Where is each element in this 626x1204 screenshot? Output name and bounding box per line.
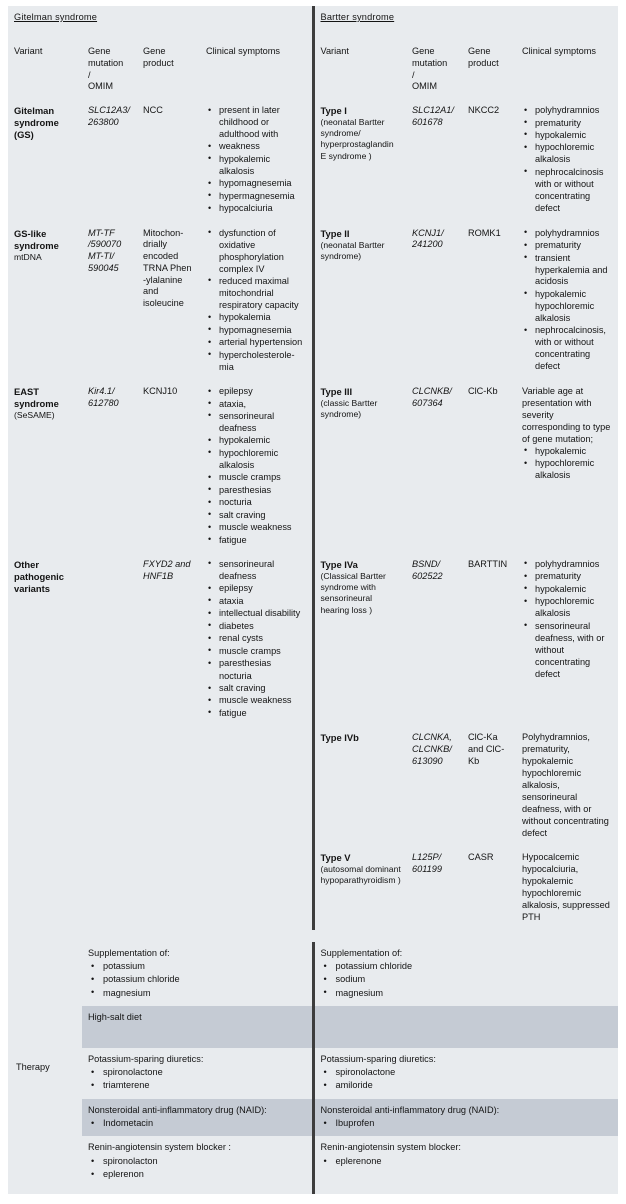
variant-name: Type V [320, 851, 351, 863]
bartter-gene-product-cell: CASR [462, 846, 516, 930]
gene-mutation-line1: Gene [412, 46, 435, 56]
list-item: • present in later childhood or adulthood with [206, 105, 307, 141]
variant-subtitle: (autosomal dominant hypoparathyroidism ) [320, 863, 401, 886]
gene-mutation-line1: Gene [88, 46, 111, 56]
list-item: • ataxia, [206, 399, 307, 411]
gene-mutation-line3: / [412, 69, 415, 80]
gitelman-gene-mutation-cell [82, 553, 137, 726]
list-item: • paresthesias [206, 658, 307, 670]
list-item: • polyhydramnios [522, 559, 613, 571]
therapy-bartter-cell [313, 1048, 618, 1099]
gitelman-bartter-comparison-table [8, 6, 618, 1194]
therapy-row [8, 1048, 618, 1099]
therapy-bartter-cell [313, 942, 618, 1006]
table-row [8, 846, 618, 930]
gitelman-symptoms-cell [200, 222, 313, 380]
bartter-symptoms-cell [516, 553, 618, 726]
symptom-list [522, 446, 613, 482]
bartter-gene-mutation-cell: CLCNKB/ 607364 [406, 380, 462, 553]
symptom-list [522, 559, 613, 681]
list-item: • eplerenon [88, 1168, 307, 1181]
symptoms-text: Polyhydramnios, prematurity, hypokalemic hypochloremic alkalosis, sensorineural deafness, with or without concentrating defect [522, 732, 609, 838]
list-item: • hypokalemia [206, 312, 307, 324]
list-item: • potassium chloride [88, 973, 307, 986]
bartter-variant-cell [313, 99, 406, 222]
variant-subtitle: (Classical Bartter syndrome with sensorineural hearing loss ) [320, 571, 386, 615]
variant-name: Type III [320, 386, 353, 398]
list-item: • ataxia [206, 596, 307, 608]
bartter-symptoms-cell [516, 846, 618, 930]
gitelman-variant-cell-empty [8, 726, 82, 846]
list-item: • dysfunction of oxidative phosphorylation complex IV [206, 228, 307, 276]
gitelman-variant-cell [8, 222, 82, 380]
list-item: • hypokalemic [206, 435, 307, 447]
therapy-gitelman-cell [82, 942, 313, 1006]
therapy-heading: Potassium-sparing diuretics: [320, 1053, 436, 1064]
list-item: • hypokalemic [522, 584, 613, 596]
list-item: • hypochloremic alkalosis [206, 448, 307, 472]
gitelman-symptoms-cell-empty [200, 726, 313, 846]
therapy-list [88, 960, 307, 999]
list-item: • sodium [321, 973, 614, 986]
therapy-section-divider [8, 930, 618, 942]
gitelman-gene-mutation-cell: Kir4.1/ 612780 [82, 380, 137, 553]
gene-mutation-line4: OMIM [412, 81, 438, 92]
bartter-gene-mutation-cell: CLCNKA, CLCNKB/ 613090 [406, 726, 462, 846]
list-item: • spironolacton [88, 1155, 307, 1168]
bartter-symptoms-cell [516, 222, 618, 380]
list-item: • transient hyperkalemia and acidosis [522, 253, 613, 289]
symptom-list [522, 228, 613, 373]
bartter-gene-product-cell: ClC-Ka and ClC-Kb [462, 726, 516, 846]
list-item: • hypokalemic hypochloremic alkalosis [522, 289, 613, 325]
gitelman-gene-product-cell: Mitochon-drially encoded TRNA Phen -ylalanine and isoleucine [137, 222, 200, 380]
gitelman-variant-cell-empty [8, 846, 82, 930]
list-item: • intellectual disability [206, 608, 307, 620]
list-item: • hypomagnesemia [206, 325, 307, 337]
symptom-list [206, 228, 307, 374]
list-item: • Ibuprofen [321, 1117, 614, 1130]
therapy-row [8, 942, 618, 1006]
gene-mutation-line4: OMIM [88, 81, 114, 92]
list-item: • hypocalciuria [206, 203, 307, 215]
col-header-bartter-variant: Variant [313, 40, 406, 99]
list-item: • hypochloremic alkalosis [522, 596, 613, 620]
variant-name: Gitelman syndrome (GS) [14, 105, 59, 141]
bartter-symptoms-cell [516, 380, 618, 553]
list-item: • eplerenone [321, 1155, 614, 1168]
therapy-list [321, 1155, 614, 1168]
gitelman-gene-product-cell: KCNJ10 [137, 380, 200, 553]
col-header-bartter-gene-mutation [406, 40, 462, 99]
therapy-row [8, 1136, 618, 1194]
gitelman-gene-product-cell-empty [137, 726, 200, 846]
gitelman-syndrome-header [8, 6, 313, 40]
list-item: • epilepsy [206, 583, 307, 595]
bartter-variant-cell [313, 553, 406, 726]
syndrome-header-row [8, 6, 618, 40]
list-item: • muscle weakness [206, 522, 307, 534]
col-header-gitelman-gene-product [137, 40, 200, 99]
gitelman-gene-mutation-cell: SLC12A3/ 263800 [82, 99, 137, 222]
gene-product-line1: Gene [468, 46, 491, 56]
list-item: • weakness [206, 141, 307, 153]
therapy-row [8, 1006, 618, 1048]
list-item: • triamterene [88, 1079, 307, 1092]
list-item: • sensorineural deafness [206, 411, 307, 435]
therapy-heading: Renin-angiotensin system blocker : [88, 1142, 231, 1153]
variant-name: EAST syndrome [14, 386, 59, 410]
therapy-heading: Supplementation of: [88, 947, 170, 958]
list-item: • sensorineural deafness, with or without concentrating defect [522, 621, 613, 681]
gene-mutation-line3: / [88, 69, 91, 80]
list-item: • muscle cramps [206, 646, 307, 658]
list-item: • Indometacin [88, 1117, 307, 1130]
list-item: • fatigue [206, 708, 307, 720]
bartter-gene-mutation-cell: L125P/ 601199 [406, 846, 462, 930]
gitelman-gene-mutation-cell: MT-TF /590070 MT-TI/ 590045 [82, 222, 137, 380]
gitelman-gene-mutation-cell-empty [82, 846, 137, 930]
therapy-heading: Potassium-sparing diuretics: [88, 1053, 204, 1064]
list-item: • diabetes [206, 621, 307, 633]
list-item: • hypokalemic alkalosis [206, 154, 307, 178]
list-item: • hypokalemic [522, 446, 613, 458]
column-header-row [8, 40, 618, 99]
symptoms-intro-text: Variable age at presentation with severity corresponding to type of gene mutation; [522, 386, 611, 444]
list-item: • salt craving [206, 683, 307, 695]
therapy-list [321, 960, 614, 999]
list-item: • prematurity [522, 571, 613, 583]
gitelman-gene-product-cell: FXYD2 and HNF1B [137, 553, 200, 726]
gitelman-symptoms-cell [200, 553, 313, 726]
therapy-list [321, 1066, 614, 1092]
col-header-gitelman-variant: Variant [8, 40, 82, 99]
gitelman-variant-cell [8, 380, 82, 553]
gitelman-gene-mutation-cell-empty [82, 726, 137, 846]
symptom-list [206, 559, 307, 720]
list-item: • renal cysts [206, 633, 307, 645]
list-item: • nephrocalcinosis, with or without concentrating defect [522, 325, 613, 373]
symptoms-text: Hypocalcemic hypocalciuria, hypokalemic hypochloremic alkalosis, suppressed PTH [522, 851, 610, 922]
variant-name: Type IVb [320, 732, 359, 744]
variant-subtitle: (SeSAME) [14, 410, 55, 421]
list-item: • nephrocalcinosis with or without concentrating defect [522, 167, 613, 215]
gene-product-line1: Gene [143, 46, 166, 56]
list-item: • amiloride [321, 1079, 614, 1092]
therapy-list [88, 1155, 307, 1181]
list-item: • spironolactone [88, 1066, 307, 1079]
list-item: • spironolactone [321, 1066, 614, 1079]
therapy-heading: Nonsteroidal anti-inflammatory drug (NAID): [88, 1104, 267, 1115]
symptom-list [206, 105, 307, 215]
bartter-gene-mutation-cell: BSND/ 602522 [406, 553, 462, 726]
list-item: • hypermagnesemia [206, 191, 307, 203]
gene-product-line2: product [468, 57, 499, 68]
therapy-row [8, 1099, 618, 1137]
variant-name: Other pathogenic variants [14, 558, 65, 595]
list-item: • arterial hypertension [206, 337, 307, 349]
list-item: • muscle cramps [206, 472, 307, 484]
bartter-variant-cell [313, 380, 406, 553]
therapy-heading: Supplementation of: [320, 947, 403, 958]
gitelman-variant-cell [8, 553, 82, 726]
list-item: • paresthesias [206, 485, 307, 497]
variant-subtitle: mtDNA [14, 251, 42, 262]
bartter-syndrome-header [313, 6, 618, 40]
list-item: • nocturia [206, 497, 307, 509]
list-item: • polyhydramnios [522, 228, 613, 240]
bartter-gene-product-cell: NKCC2 [462, 99, 516, 222]
therapy-label: Therapy [8, 942, 82, 1195]
therapy-gitelman-cell [82, 1048, 313, 1099]
gitelman-symptoms-cell [200, 380, 313, 553]
therapy-heading: High-salt diet [88, 1011, 142, 1022]
symptom-list [206, 386, 307, 546]
list-item: • reduced maximal mitochondrial respiratory capacity [206, 276, 307, 312]
table-row [8, 380, 618, 553]
gene-mutation-line2: mutation [88, 57, 124, 68]
therapy-gitelman-cell [82, 1099, 313, 1137]
table-row [8, 222, 618, 380]
bartter-variant-cell [313, 726, 406, 846]
bartter-gene-mutation-cell: SLC12A1/ 601678 [406, 99, 462, 222]
gitelman-symptoms-cell [200, 99, 313, 222]
therapy-list [321, 1117, 614, 1130]
bartter-symptoms-cell [516, 99, 618, 222]
list-item: • fatigue [206, 535, 307, 547]
list-item: • prematurity [522, 118, 613, 130]
list-item: • magnesium [321, 987, 614, 1000]
variant-subtitle: (neonatal Bartter syndrome) [320, 239, 385, 261]
col-header-gitelman-clinical-symptoms: Clinical symptoms [200, 40, 313, 99]
list-item: • hypomagnesemia [206, 178, 307, 190]
therapy-heading: Renin-angiotensin system blocker: [320, 1142, 461, 1153]
bartter-symptoms-cell [516, 726, 618, 846]
list-item: • magnesium [88, 987, 307, 1000]
gene-product-line2: product [143, 57, 174, 68]
therapy-list [88, 1066, 307, 1092]
list-item: • muscle weakness [206, 695, 307, 707]
bartter-gene-mutation-cell: KCNJ1/ 241200 [406, 222, 462, 380]
list-item: • hypercholesterole-mia [206, 350, 307, 374]
list-item: • salt craving [206, 510, 307, 522]
bartter-variant-cell [313, 222, 406, 380]
list-item: • sensorineural deafness [206, 559, 307, 583]
table-row [8, 99, 618, 222]
table-row [8, 726, 618, 846]
col-header-bartter-gene-product [462, 40, 516, 99]
gitelman-gene-product-cell: NCC [137, 99, 200, 222]
therapy-bartter-cell [313, 1136, 618, 1194]
therapy-bartter-cell [313, 1099, 618, 1137]
list-item: • hypochloremic alkalosis [522, 458, 613, 482]
gitelman-symptoms-cell-empty [200, 846, 313, 930]
therapy-bartter-cell [313, 1006, 618, 1048]
therapy-heading: Nonsteroidal anti-inflammatory drug (NAID): [320, 1104, 500, 1115]
variant-subtitle: (classic Bartter syndrome) [320, 398, 378, 420]
variant-name: Type I [320, 105, 347, 117]
list-item: nocturia [219, 670, 252, 681]
variant-name: Type IVa [320, 558, 358, 570]
therapy-gitelman-cell [82, 1136, 313, 1194]
bartter-syndrome-title: Bartter syndrome [320, 12, 395, 22]
gitelman-gene-product-cell-empty [137, 846, 200, 930]
gitelman-syndrome-title: Gitelman syndrome [14, 12, 98, 22]
symptom-list [522, 105, 613, 215]
gene-mutation-line2: mutation [412, 57, 448, 68]
col-header-gitelman-gene-mutation [82, 40, 137, 99]
bartter-variant-cell [313, 846, 406, 930]
col-header-bartter-clinical-symptoms: Clinical symptoms [516, 40, 618, 99]
list-item: • epilepsy [206, 386, 307, 398]
bartter-gene-product-cell: ClC-Kb [462, 380, 516, 553]
therapy-list [88, 1117, 307, 1130]
variant-name: Type II [320, 227, 350, 239]
divider-bar [8, 930, 618, 942]
gitelman-variant-cell [8, 99, 82, 222]
list-item: • hypokalemic [522, 130, 613, 142]
list-item: • polyhydramnios [522, 105, 613, 117]
therapy-gitelman-cell [82, 1006, 313, 1048]
variant-name: GS-like syndrome [14, 227, 59, 251]
list-item: • hypochloremic alkalosis [522, 142, 613, 166]
list-item: • prematurity [522, 240, 613, 252]
list-item: • potassium [88, 960, 307, 973]
bartter-gene-product-cell: ROMK1 [462, 222, 516, 380]
table-row [8, 553, 618, 726]
variant-subtitle: (neonatal Bartter syndrome/ hyperprostaglandin E syndrome ) [320, 117, 394, 161]
bartter-gene-product-cell: BARTTIN [462, 553, 516, 726]
list-item: • potassium chloride [321, 960, 614, 973]
